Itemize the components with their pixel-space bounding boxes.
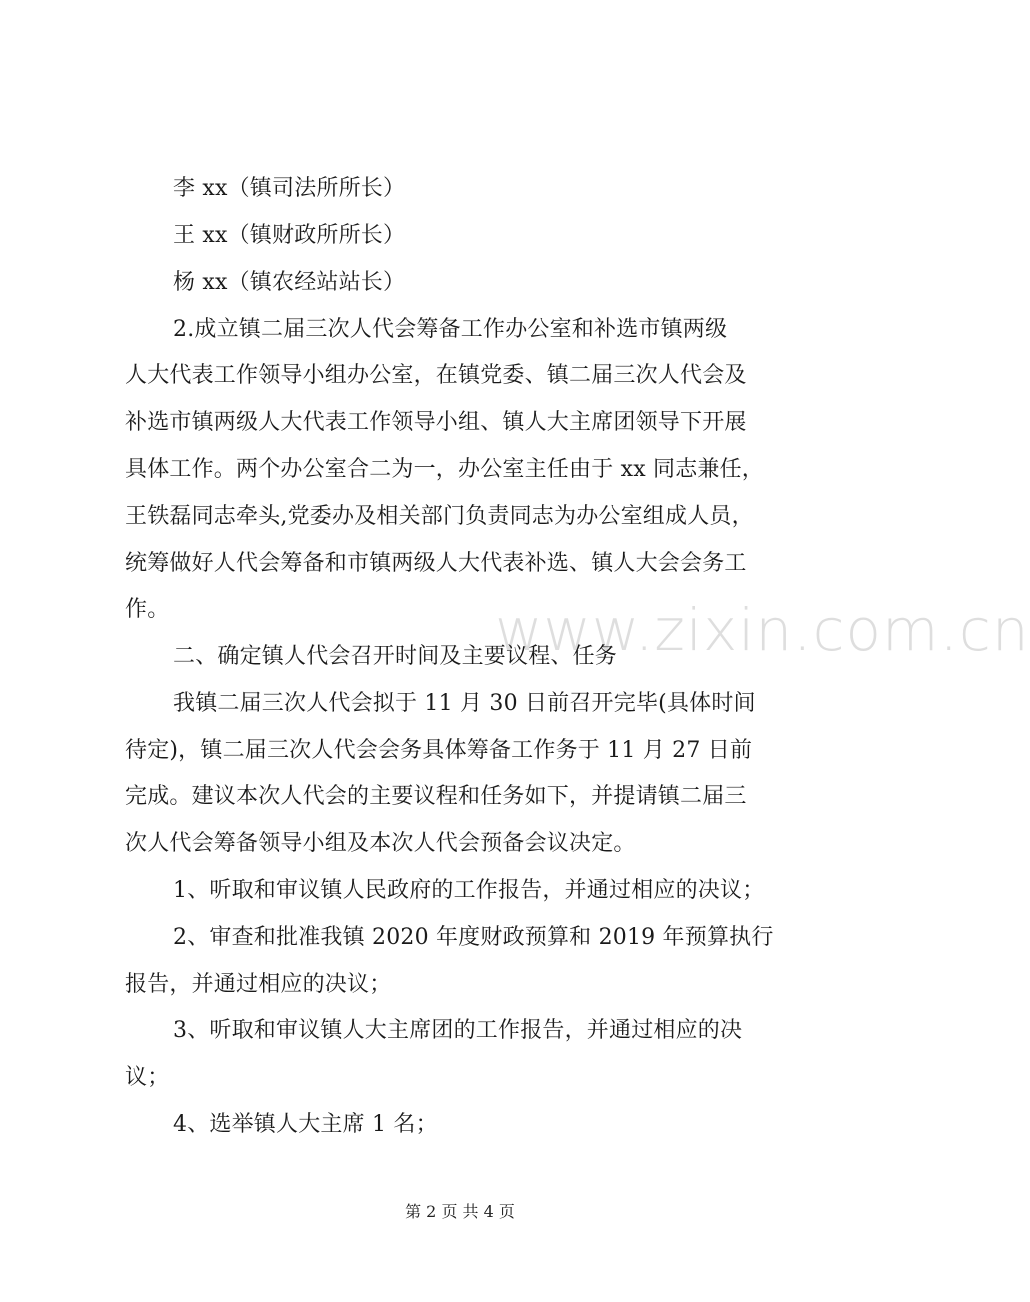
text-line: 我镇二届三次人代会拟于 11 月 30 日前召开完毕(具体时间 (173, 691, 756, 716)
list-item: 3、听取和审议镇人大主席团的工作报告，并通过相应的决 (173, 1018, 743, 1043)
text-line: 具体工作。两个办公室合二为一，办公室主任由于 xx 同志兼任， (125, 457, 765, 482)
text-line: 杨 xx（镇农经站站长） (173, 270, 406, 295)
watermark: www.zixin.com.cn (495, 596, 1030, 664)
text-line: 待定)，镇二届三次人代会会务具体筹备工作务于 11 月 27 日前 (125, 738, 753, 763)
text-line: 次人代会筹备领导小组及本次人代会预备会议决定。 (125, 831, 636, 856)
text-line: 补选市镇两级人大代表工作领导小组、镇人大主席团领导下开展 (125, 410, 747, 435)
text-line: 作。 (125, 597, 170, 622)
text-line: 王 xx（镇财政所所长） (173, 223, 406, 248)
list-item: 1、听取和审议镇人民政府的工作报告，并通过相应的决议； (173, 878, 765, 903)
text-line: 议； (125, 1065, 170, 1090)
list-item: 4、选举镇人大主席 1 名； (173, 1112, 438, 1137)
text-line: 统筹做好人代会筹备和市镇两级人大代表补选、镇人大会会务工 (125, 551, 747, 576)
section-heading: 二、确定镇人代会召开时间及主要议程、任务 (173, 644, 618, 669)
text-line: 人大代表工作领导小组办公室，在镇党委、镇二届三次人代会及 (125, 363, 747, 388)
text-line: 王铁磊同志牵头,党委办及相关部门负责同志为办公室组成人员， (125, 504, 754, 529)
text-line: 李 xx（镇司法所所长） (173, 176, 406, 201)
list-item: 2、审查和批准我镇 2020 年度财政预算和 2019 年预算执行 (173, 925, 774, 950)
page-footer: 第 2 页 共 4 页 (405, 1202, 515, 1221)
text-line: 2.成立镇二届三次人代会筹备工作办公室和补选市镇两级 (173, 317, 728, 342)
text-line: 完成。建议本次人代会的主要议程和任务如下，并提请镇二届三 (125, 784, 747, 809)
text-line: 报告，并通过相应的决议； (125, 972, 392, 997)
